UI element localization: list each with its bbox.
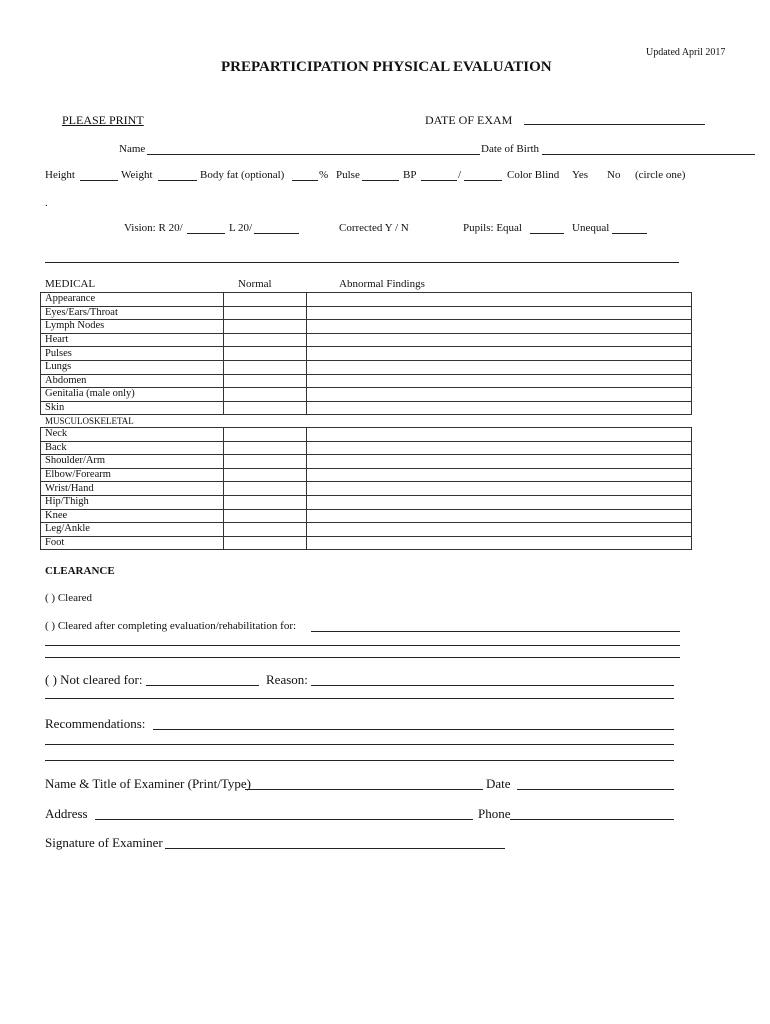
recommendations-label: Recommendations: bbox=[45, 716, 146, 731]
normal-cell[interactable] bbox=[224, 482, 307, 496]
please-print-label: PLEASE PRINT bbox=[62, 113, 144, 127]
dob-field[interactable] bbox=[542, 154, 755, 155]
normal-cell[interactable] bbox=[224, 468, 307, 482]
abnormal-cell[interactable] bbox=[307, 333, 692, 347]
musculoskeletal-table bbox=[40, 427, 692, 550]
table-row bbox=[41, 523, 692, 537]
abnormal-cell[interactable] bbox=[307, 401, 692, 415]
cleared-after-field[interactable] bbox=[311, 631, 680, 632]
vision-left-field[interactable] bbox=[254, 233, 299, 234]
table-row bbox=[41, 495, 692, 509]
not-cleared-option[interactable]: ( ) Not cleared for: bbox=[45, 672, 143, 687]
signature-field[interactable] bbox=[165, 848, 505, 849]
pulse-label: Pulse bbox=[336, 169, 360, 181]
table-row bbox=[41, 306, 692, 320]
examiner-date-label: Date bbox=[486, 776, 511, 791]
abnormal-cell[interactable] bbox=[307, 293, 692, 307]
height-label: Height bbox=[45, 169, 75, 181]
bp-systolic-field[interactable] bbox=[421, 180, 457, 181]
table-row bbox=[41, 388, 692, 402]
normal-cell[interactable] bbox=[224, 293, 307, 307]
clearance-header: CLEARANCE bbox=[45, 565, 115, 577]
normal-column-header: Normal bbox=[238, 278, 272, 290]
recommendations-field[interactable] bbox=[153, 729, 674, 730]
stray-dot: . bbox=[45, 197, 48, 209]
exam-item-label: Leg/Ankle bbox=[41, 523, 224, 537]
table-row bbox=[41, 482, 692, 496]
table-row bbox=[41, 428, 692, 442]
abnormal-cell[interactable] bbox=[307, 320, 692, 334]
recommendations-field-line-3[interactable] bbox=[45, 760, 674, 761]
recommendations-field-line-2[interactable] bbox=[45, 744, 674, 745]
exam-item-label: Eyes/Ears/Throat bbox=[41, 306, 224, 320]
normal-cell[interactable] bbox=[224, 320, 307, 334]
abnormal-cell[interactable] bbox=[307, 482, 692, 496]
body-fat-field[interactable] bbox=[292, 180, 318, 181]
abnormal-cell[interactable] bbox=[307, 468, 692, 482]
date-of-exam-field[interactable] bbox=[524, 124, 705, 125]
exam-item-label: Wrist/Hand bbox=[41, 482, 224, 496]
reason-field[interactable] bbox=[311, 685, 674, 686]
abnormal-cell[interactable] bbox=[307, 360, 692, 374]
normal-cell[interactable] bbox=[224, 374, 307, 388]
normal-cell[interactable] bbox=[224, 536, 307, 550]
signature-label: Signature of Examiner bbox=[45, 835, 163, 850]
normal-cell[interactable] bbox=[224, 306, 307, 320]
exam-item-label: Foot bbox=[41, 536, 224, 550]
table-row bbox=[41, 333, 692, 347]
bp-label: BP bbox=[403, 169, 417, 181]
normal-cell[interactable] bbox=[224, 388, 307, 402]
exam-item-label: Knee bbox=[41, 509, 224, 523]
cleared-after-field-line-3[interactable] bbox=[45, 657, 680, 658]
abnormal-cell[interactable] bbox=[307, 306, 692, 320]
abnormal-cell[interactable] bbox=[307, 509, 692, 523]
normal-cell[interactable] bbox=[224, 333, 307, 347]
page-title: PREPARTICIPATION PHYSICAL EVALUATION bbox=[221, 59, 552, 75]
height-field[interactable] bbox=[80, 180, 118, 181]
table-row bbox=[41, 374, 692, 388]
phone-field[interactable] bbox=[510, 819, 674, 820]
weight-field[interactable] bbox=[158, 180, 197, 181]
percent-label: % bbox=[319, 169, 329, 181]
table-row bbox=[41, 320, 692, 334]
circle-one-note: (circle one) bbox=[635, 169, 686, 181]
pupils-equal-field[interactable] bbox=[530, 233, 564, 234]
pupils-unequal-label: Unequal bbox=[572, 222, 610, 234]
abnormal-cell[interactable] bbox=[307, 455, 692, 469]
normal-cell[interactable] bbox=[224, 360, 307, 374]
body-fat-label: Body fat (optional) bbox=[200, 169, 285, 181]
weight-label: Weight bbox=[121, 169, 153, 181]
vision-right-label: Vision: R 20/ bbox=[124, 222, 183, 234]
pulse-field[interactable] bbox=[362, 180, 399, 181]
abnormal-cell[interactable] bbox=[307, 347, 692, 361]
exam-item-label: Heart bbox=[41, 333, 224, 347]
dob-label: Date of Birth bbox=[481, 143, 540, 155]
abnormal-cell[interactable] bbox=[307, 441, 692, 455]
phone-label: Phone bbox=[478, 806, 511, 821]
abnormal-cell[interactable] bbox=[307, 495, 692, 509]
medical-header: MEDICAL bbox=[45, 278, 96, 290]
address-field[interactable] bbox=[95, 819, 473, 820]
normal-cell[interactable] bbox=[224, 401, 307, 415]
cleared-after-option[interactable]: ( ) Cleared after completing evaluation/rehabilitation for: bbox=[45, 620, 297, 632]
color-blind-no[interactable]: No bbox=[607, 169, 621, 181]
updated-date: Updated April 2017 bbox=[646, 47, 726, 58]
exam-item-label: Hip/Thigh bbox=[41, 495, 224, 509]
examiner-name-title-label: Name & Title of Examiner (Print/Type) bbox=[45, 776, 251, 791]
normal-cell[interactable] bbox=[224, 509, 307, 523]
normal-cell[interactable] bbox=[224, 455, 307, 469]
vision-left-label: L 20/ bbox=[229, 222, 253, 234]
corrected-label: Corrected Y / N bbox=[339, 222, 409, 234]
pupils-equal-label: Pupils: Equal bbox=[463, 222, 522, 234]
examiner-name-title-field[interactable] bbox=[245, 789, 483, 790]
normal-cell[interactable] bbox=[224, 441, 307, 455]
table-row bbox=[41, 293, 692, 307]
exam-item-label: Back bbox=[41, 441, 224, 455]
medical-table bbox=[40, 292, 692, 415]
date-of-exam-label: DATE OF EXAM bbox=[425, 113, 513, 127]
color-blind-label: Color Blind bbox=[507, 169, 560, 181]
table-row bbox=[41, 509, 692, 523]
reason-label: Reason: bbox=[266, 672, 308, 687]
reason-field-line-2[interactable] bbox=[45, 698, 674, 699]
color-blind-yes[interactable]: Yes bbox=[572, 169, 589, 181]
abnormal-cell[interactable] bbox=[307, 523, 692, 537]
examiner-date-field[interactable] bbox=[517, 789, 674, 790]
normal-cell[interactable] bbox=[224, 428, 307, 442]
table-row bbox=[41, 401, 692, 415]
abnormal-cell[interactable] bbox=[307, 536, 692, 550]
abnormal-cell[interactable] bbox=[307, 388, 692, 402]
table-row bbox=[41, 468, 692, 482]
cleared-option[interactable]: ( ) Cleared bbox=[45, 592, 93, 604]
address-label: Address bbox=[45, 806, 88, 821]
not-cleared-field[interactable] bbox=[146, 685, 259, 686]
cleared-after-field-line-2[interactable] bbox=[45, 645, 680, 646]
normal-cell[interactable] bbox=[224, 495, 307, 509]
table-row bbox=[41, 536, 692, 550]
exam-item-label: Lymph Nodes bbox=[41, 320, 224, 334]
abnormal-cell[interactable] bbox=[307, 374, 692, 388]
table-row bbox=[41, 360, 692, 374]
table-row bbox=[41, 441, 692, 455]
exam-item-label: Elbow/Forearm bbox=[41, 468, 224, 482]
exam-item-label: Neck bbox=[41, 428, 224, 442]
musculoskeletal-header: MUSCULOSKELETAL bbox=[45, 416, 134, 426]
table-row bbox=[41, 347, 692, 361]
bp-diastolic-field[interactable] bbox=[464, 180, 502, 181]
abnormal-cell[interactable] bbox=[307, 428, 692, 442]
exam-item-label: Lungs bbox=[41, 360, 224, 374]
pupils-unequal-field[interactable] bbox=[612, 233, 647, 234]
name-field[interactable] bbox=[147, 154, 480, 155]
vision-right-field[interactable] bbox=[187, 233, 225, 234]
exam-item-label: Pulses bbox=[41, 347, 224, 361]
exam-item-label: Genitalia (male only) bbox=[41, 388, 224, 402]
exam-item-label: Appearance bbox=[41, 293, 224, 307]
name-label: Name bbox=[119, 143, 146, 155]
abnormal-findings-column-header: Abnormal Findings bbox=[339, 278, 425, 290]
normal-cell[interactable] bbox=[224, 347, 307, 361]
exam-item-label: Skin bbox=[41, 401, 224, 415]
exam-item-label: Shoulder/Arm bbox=[41, 455, 224, 469]
normal-cell[interactable] bbox=[224, 523, 307, 537]
section-divider bbox=[45, 262, 679, 263]
bp-slash: / bbox=[458, 169, 462, 181]
table-row bbox=[41, 455, 692, 469]
exam-item-label: Abdomen bbox=[41, 374, 224, 388]
